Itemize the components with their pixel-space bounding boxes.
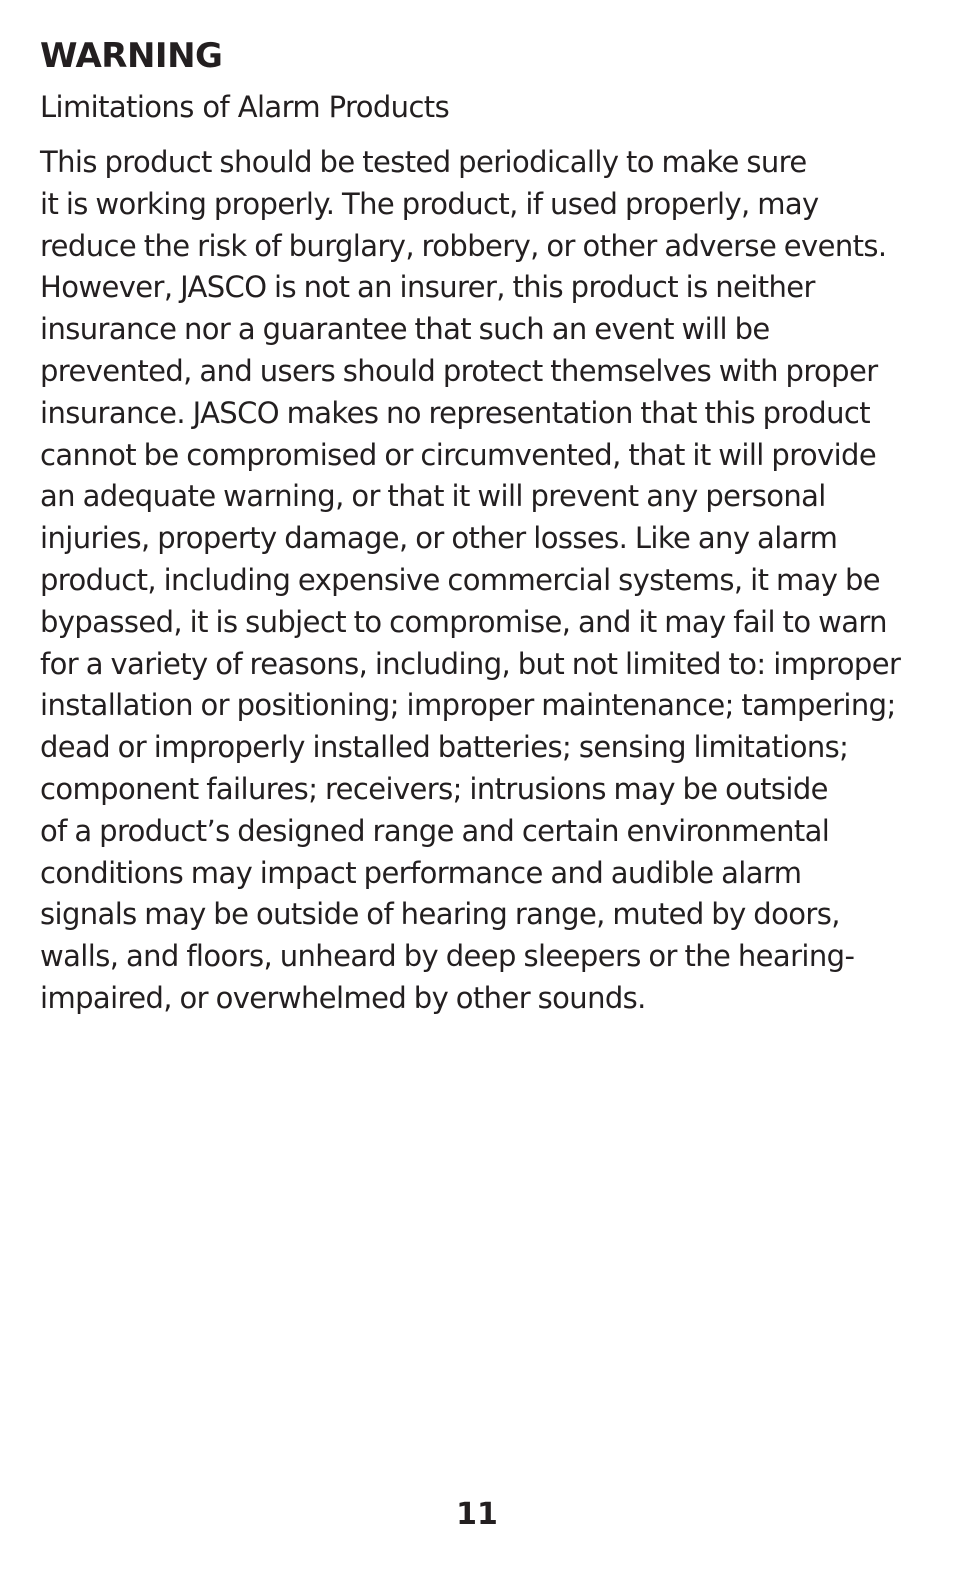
body-line: insurance nor a guarantee that such an event will be bbox=[40, 312, 770, 347]
body-line: product, including expensive commercial systems, it may be bbox=[40, 562, 881, 597]
body-line: component failures; receivers; intrusions may be outside bbox=[40, 771, 828, 806]
body-line: installation or positioning; improper maintenance; tampering; bbox=[40, 688, 896, 723]
body-line: of a product’s designed range and certain environmental bbox=[40, 813, 830, 848]
body-line: injuries, property damage, or other losses. Like any alarm bbox=[40, 521, 838, 556]
warning-heading: WARNING bbox=[40, 36, 223, 76]
body-line: for a variety of reasons, including, but not limited to: improper bbox=[40, 646, 901, 681]
page-number: 11 bbox=[456, 1497, 498, 1532]
body-line: walls, and floors, unheard by deep sleepers or the hearing- bbox=[40, 939, 855, 974]
document-page bbox=[40, 30, 920, 1020]
body-line: conditions may impact performance and audible alarm bbox=[40, 855, 802, 890]
body-line: reduce the risk of burglary, robbery, or other adverse events. bbox=[40, 228, 887, 263]
body-line: bypassed, it is subject to compromise, and it may fail to warn bbox=[40, 604, 887, 639]
body-line: dead or improperly installed batteries; sensing limitations; bbox=[40, 730, 849, 765]
body-line: prevented, and users should protect themselves with proper bbox=[40, 353, 878, 388]
body-line: However, JASCO is not an insurer, this product is neither bbox=[40, 270, 815, 305]
body-line: signals may be outside of hearing range, muted by doors, bbox=[40, 897, 840, 932]
body-line: insurance. JASCO makes no representation that this product bbox=[40, 395, 870, 430]
body-line: impaired, or overwhelmed by other sounds. bbox=[40, 980, 646, 1015]
body-line: This product should be tested periodically to make sure bbox=[40, 145, 807, 179]
warning-body-paragraph bbox=[40, 142, 920, 1020]
body-line: cannot be compromised or circumvented, that it will provide bbox=[40, 437, 877, 472]
body-line: an adequate warning, or that it will prevent any personal bbox=[40, 479, 826, 514]
body-line: it is working properly. The product, if used properly, may bbox=[40, 186, 819, 221]
section-subheading: Limitations of Alarm Products bbox=[40, 90, 450, 124]
